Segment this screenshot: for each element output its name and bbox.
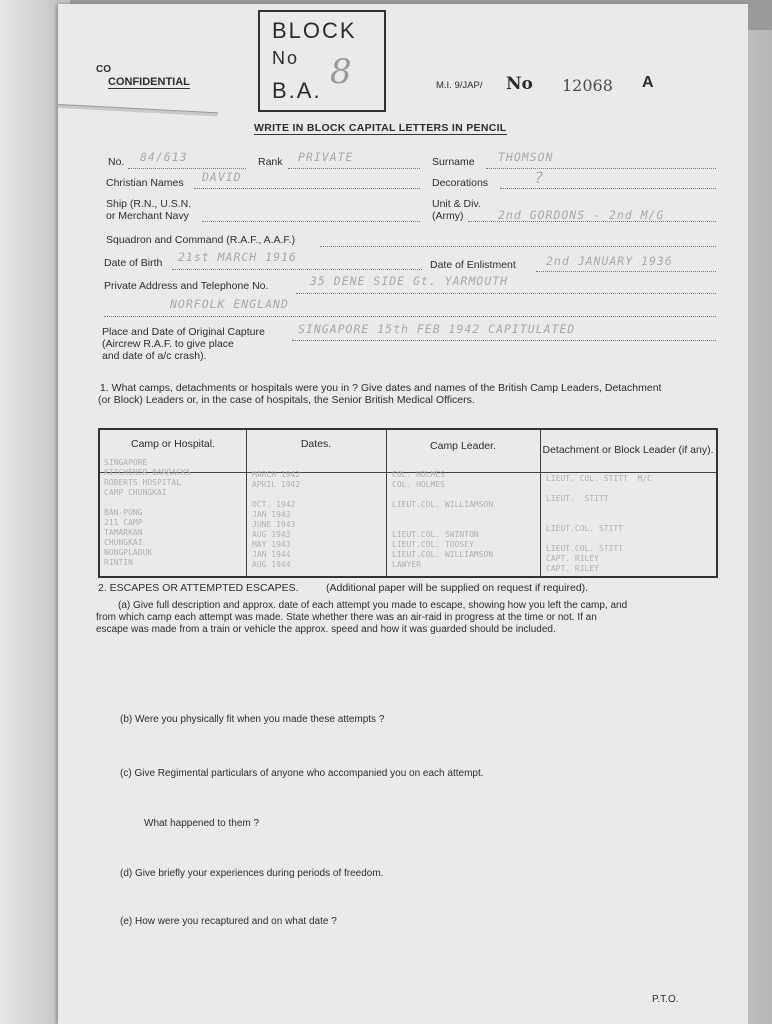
dob-label: Date of Birth (104, 257, 163, 269)
form-suffix: A (642, 74, 654, 91)
no-label-field: No. (108, 156, 125, 168)
camps-table (98, 428, 718, 578)
unit-value: 2nd GORDONS - 2nd M/G (498, 208, 665, 222)
q1-text-line1: 1. What camps, detachments or hospitals were you in ? Give dates and names of the British Camp Leaders, Detachment (100, 382, 662, 394)
q2-title-note: (Additional paper will be supplied on request if required). (326, 582, 589, 594)
capture-label-1: Place and Date of Original Capture (102, 326, 265, 338)
no-value: 84/613 (140, 150, 188, 164)
q2a-line1: (a) Give full description and approx. date of each attempt you made to escape, showing how you left the camp, and (118, 600, 628, 611)
surname-label: Surname (432, 156, 475, 168)
address-label: Private Address and Telephone No. (104, 280, 269, 292)
ship-label-1: Ship (R.N., U.S.N. (106, 198, 192, 210)
confidential-label: CONFIDENTIAL (108, 76, 190, 88)
christian-names-value: DAVID (202, 170, 242, 184)
q1-text-line2: (or Block) Leaders or, in the case of hospitals, the Senior British Medical Officers. (98, 394, 475, 406)
pto-label: P.T.O. (652, 994, 679, 1005)
decorations-value: ? (534, 168, 545, 187)
surname-value: THOMSON (498, 150, 554, 164)
table-header-camp: Camp or Hospital. (130, 438, 216, 450)
ship-label-2: or Merchant Navy (106, 210, 189, 222)
squadron-label: Squadron and Command (R.A.F., A.A.F.) (106, 234, 296, 246)
block-stamp-line1: BLOCK (272, 18, 357, 43)
no-label: No (506, 74, 533, 94)
unit-label-1: Unit & Div. (432, 198, 481, 210)
capture-value: SINGAPORE 15th FEB 1942 CAPITULATED (298, 322, 576, 336)
block-number: 8 (330, 52, 352, 92)
enlistment-value: 2nd JANUARY 1936 (546, 254, 673, 268)
table-header-detachment: Detachment or Block Leader (if any). (542, 444, 714, 456)
form-page (58, 4, 748, 1024)
table-cell-detachment: LIEUT. COL. STITT M/C LIEUT. STITT LIEUT.COL. STITT LIEUT.COL. STITT CAPT. RILEY CAPT. RILEY (546, 474, 652, 573)
co-mark: CO (96, 64, 111, 75)
rank-label: Rank (258, 156, 283, 168)
table-header-dates: Dates. (300, 438, 332, 450)
block-stamp-line3: B.A. (272, 78, 322, 103)
decorations-label: Decorations (432, 177, 489, 189)
capture-label-2: (Aircrew R.A.F. to give place (102, 338, 234, 350)
capture-label-3: and date of a/c crash). (102, 350, 207, 362)
q2a-line3: escape was made from a train or vehicle the approx. speed and how it was guarded should be included. (96, 624, 556, 635)
dob-value: 21st MARCH 1916 (178, 250, 297, 264)
table-header-camp-leader: Camp Leader. (430, 440, 496, 452)
form-number: 12068 (562, 76, 613, 95)
binding-string (58, 104, 218, 116)
block-stamp-line2: No (272, 48, 300, 68)
address-value-line2: NORFOLK ENGLAND (170, 297, 289, 311)
q2d: (d) Give briefly your experiences during periods of freedom. (120, 868, 384, 879)
q2c-what-happened: What happened to them ? (144, 818, 260, 829)
enlistment-label: Date of Enlistment (430, 259, 516, 271)
table-cell-dates: MARCH 1942 APRIL 1942 OCT. 1942 JAN 1943 JUNE 1943 AUG 1943 MAY 1943 JAN 1944 AUG 1944 (252, 470, 301, 569)
christian-names-label: Christian Names (106, 177, 184, 189)
unit-label-2: (Army) (432, 210, 464, 222)
instruction-heading: WRITE IN BLOCK CAPITAL LETTERS IN PENCIL (254, 122, 507, 134)
table-cell-leaders: COL. HOLMES COL. HOLMES LIEUT.COL. WILLIAMSON LIEUT.COL. SWINTON LIEUT.COL. TOOSEY LIEUT.COL. WILLIAMSON LAWYER (392, 470, 494, 569)
table-cell-camps: SINGAPORE KITCHENER BARRACKS ROBERTS HOSPITAL CAMP CHUNGKAI BAN-PONG 211 CAMP TAMARKAN CHUNGKAI NONGPLADUK RINTIN (104, 458, 191, 567)
address-value-line1: 35 DENE SIDE Gt. YARMOUTH (310, 274, 509, 288)
q2-title: 2. ESCAPES OR ATTEMPTED ESCAPES. (98, 582, 299, 594)
rank-value: PRIVATE (298, 150, 354, 164)
ref-prefix: M.I. 9/JAP/ (436, 80, 483, 91)
q2e: (e) How were you recaptured and on what date ? (120, 916, 337, 927)
q2b: (b) Were you physically fit when you made these attempts ? (120, 714, 385, 725)
q2c: (c) Give Regimental particulars of anyone who accompanied you on each attempt. (120, 768, 484, 779)
q2a-line2: from which camp each attempt was made. State whether there was an air-raid in progress at the time or not. If an (96, 612, 597, 623)
block-stamp (258, 10, 386, 112)
